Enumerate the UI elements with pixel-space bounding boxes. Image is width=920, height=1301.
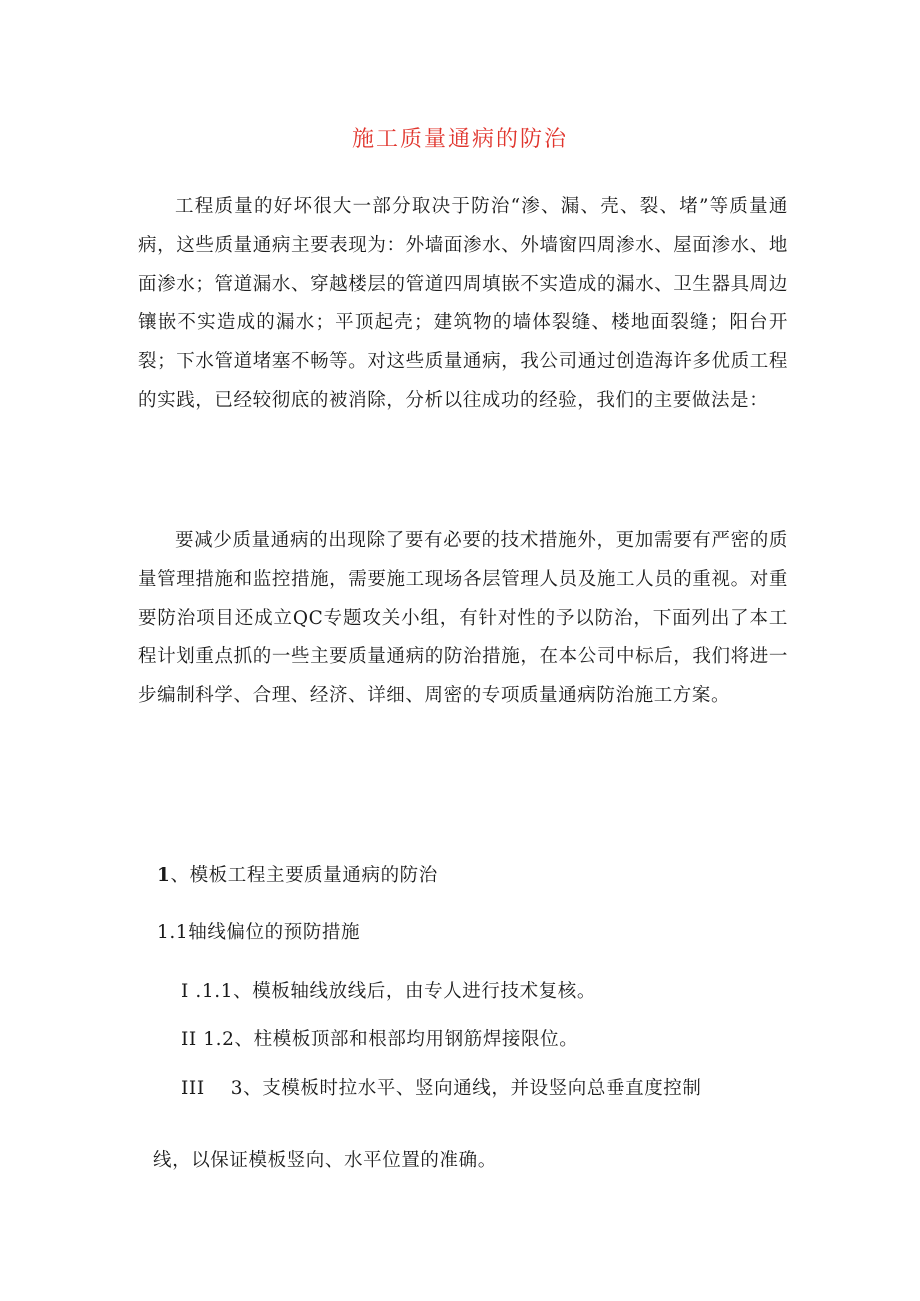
section-heading xyxy=(157,861,438,887)
list-item-marker: III xyxy=(181,1078,205,1099)
list-item-text: 1.2、柱模板顶部和根部均用钢筋焊接限位。 xyxy=(196,1029,579,1050)
list-item xyxy=(181,977,596,1003)
intro-paragraph: 工程质量的好坏很大一部分取决于防治“渗、漏、壳、裂、堵”等质量通病，这些质量通病主要表现为：外墙面渗水、外墙窗四周渗水、屋面渗水、地面渗水；管道漏水、穿越楼层的管道四周填嵌不实造成的漏水、卫生器具周边镶嵌不实造成的漏水；平顶起壳；建筑物的墙体裂缝、楼地面裂缝；阳台开裂；下水管道堵塞不畅等。对这些质量通病，我公司通过创造海许多优质工程的实践，已经较彻底的被消除，分析以往成功的经验，我们的主要做法是： xyxy=(138,196,788,411)
continuation-text: 线，以保证模板竖向、水平位置的准确。 xyxy=(153,1150,497,1171)
list-item-marker: I xyxy=(181,981,189,1002)
list-item-marker: II xyxy=(181,1029,197,1050)
page-title: 施工质量通病的防治 xyxy=(351,127,568,152)
list-item-text: .1.1、模板轴线放线后，由专人进行技术复核。 xyxy=(188,981,597,1002)
list-item xyxy=(181,1074,702,1100)
list-item xyxy=(181,1025,578,1051)
section-number: 1 xyxy=(157,865,171,886)
subsection-heading: 1.1轴线偏位的预防措施 xyxy=(157,922,361,943)
section-heading-text: 、模板工程主要质量通病的防治 xyxy=(170,865,438,886)
measures-paragraph: 要减少质量通病的出现除了要有必要的技术措施外，更加需要有严密的质量管理措施和监控措施，需要施工现场各层管理人员及施工人员的重视。对重要防治项目还成立QC专题攻关小组，有针对性的予以防治，下面列出了本工程计划重点抓的一些主要质量通病的防治措施，在本公司中标后，我们将进一步编制科学、合理、经济、详细、周密的专项质量通病防治施工方案。 xyxy=(138,530,788,707)
list-item-text: 3、支模板时拉水平、竖向通线，并设竖向总垂直度控制 xyxy=(230,1078,702,1099)
